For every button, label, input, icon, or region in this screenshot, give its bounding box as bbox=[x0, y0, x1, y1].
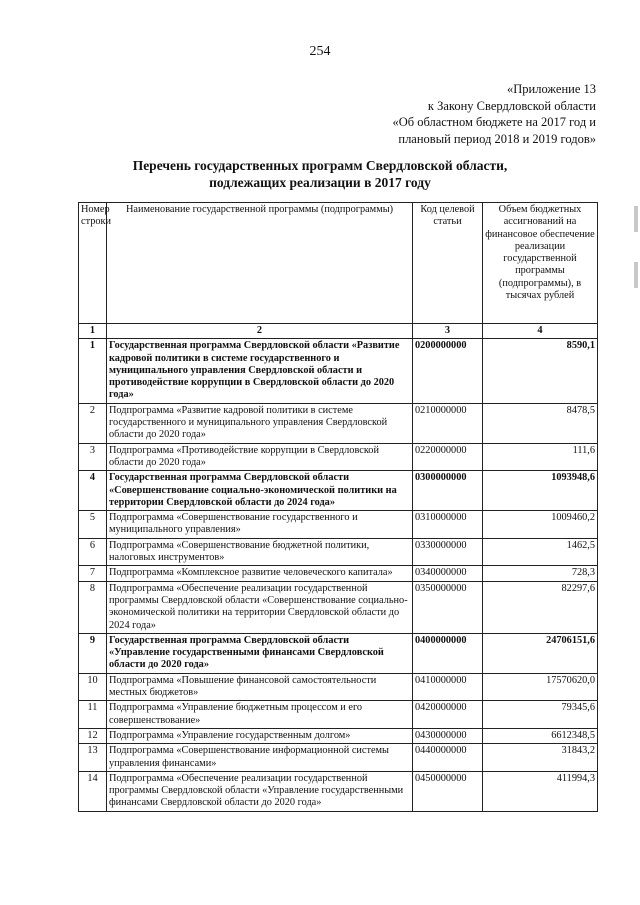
program-name: Подпрограмма «Развитие кадровой политики в системе государственного и муниципального управления Свердловской области до 2020 года» bbox=[107, 403, 413, 443]
document-title bbox=[0, 157, 640, 191]
row-number: 2 bbox=[79, 403, 107, 443]
program-name: Подпрограмма «Повышение финансовой самостоятельности местных бюджетов» bbox=[107, 673, 413, 701]
row-number: 10 bbox=[79, 673, 107, 701]
target-code: 0430000000 bbox=[413, 728, 483, 743]
header-code: Код целевой статьи bbox=[413, 203, 483, 324]
target-code: 0200000000 bbox=[413, 339, 483, 403]
program-name: Подпрограмма «Обеспечение реализации государственной программы Свердловской области «Управление государственными финансами Свердловской области до 2020 года» bbox=[107, 771, 413, 811]
program-name: Государственная программа Свердловской области «Совершенствование социально-экономической политики на территории Свердловской области до 2024 года» bbox=[107, 471, 413, 511]
target-code: 0310000000 bbox=[413, 511, 483, 539]
target-code: 0440000000 bbox=[413, 744, 483, 772]
column-index-row bbox=[79, 324, 598, 339]
budget-amount: 411994,3 bbox=[483, 771, 598, 811]
program-name: Подпрограмма «Совершенствование информационной системы управления финансами» bbox=[107, 744, 413, 772]
table-row bbox=[79, 566, 598, 581]
row-number: 12 bbox=[79, 728, 107, 743]
row-number: 9 bbox=[79, 633, 107, 673]
row-number: 7 bbox=[79, 566, 107, 581]
appendix-reference bbox=[392, 81, 596, 147]
row-number: 14 bbox=[79, 771, 107, 811]
scan-artifact bbox=[634, 262, 638, 288]
scan-artifact bbox=[634, 206, 638, 232]
table-row bbox=[79, 581, 598, 633]
target-code: 0220000000 bbox=[413, 443, 483, 471]
target-code: 0330000000 bbox=[413, 538, 483, 566]
column-index: 3 bbox=[413, 324, 483, 339]
table-row bbox=[79, 744, 598, 772]
appendix-line: «Об областном бюджете на 2017 год и bbox=[392, 115, 596, 129]
table-row bbox=[79, 771, 598, 811]
program-name: Государственная программа Свердловской области «Управление государственными финансами Свердловской области до 2020 года» bbox=[107, 633, 413, 673]
budget-amount: 1009460,2 bbox=[483, 511, 598, 539]
row-number: 6 bbox=[79, 538, 107, 566]
title-line: Перечень государственных программ Свердловской области, bbox=[132, 158, 508, 173]
budget-amount: 8478,5 bbox=[483, 403, 598, 443]
page-number: 254 bbox=[309, 44, 331, 59]
target-code: 0450000000 bbox=[413, 771, 483, 811]
budget-amount: 1093948,6 bbox=[483, 471, 598, 511]
target-code: 0300000000 bbox=[413, 471, 483, 511]
program-name: Подпрограмма «Управление государственным долгом» bbox=[107, 728, 413, 743]
target-code: 0410000000 bbox=[413, 673, 483, 701]
row-number: 1 bbox=[79, 339, 107, 403]
budget-amount: 1462,5 bbox=[483, 538, 598, 566]
budget-amount: 111,6 bbox=[483, 443, 598, 471]
table-row bbox=[79, 701, 598, 729]
target-code: 0340000000 bbox=[413, 566, 483, 581]
budget-amount: 6612348,5 bbox=[483, 728, 598, 743]
target-code: 0210000000 bbox=[413, 403, 483, 443]
title-line: подлежащих реализации в 2017 году bbox=[209, 175, 431, 190]
budget-amount: 8590,1 bbox=[483, 339, 598, 403]
table-row bbox=[79, 471, 598, 511]
budget-amount: 31843,2 bbox=[483, 744, 598, 772]
table-row bbox=[79, 728, 598, 743]
table-body bbox=[79, 203, 598, 812]
column-index: 2 bbox=[107, 324, 413, 339]
appendix-line: плановый период 2018 и 2019 годов» bbox=[398, 131, 596, 146]
target-code: 0400000000 bbox=[413, 633, 483, 673]
program-name: Государственная программа Свердловской области «Развитие кадровой политики в системе государственного и муниципального управления Свердловской области и противодействие коррупции в Свердловской области до 2020 года» bbox=[107, 339, 413, 403]
program-name: Подпрограмма «Управление бюджетным процессом и его совершенствование» bbox=[107, 701, 413, 729]
programs-table bbox=[78, 202, 598, 812]
budget-amount: 82297,6 bbox=[483, 581, 598, 633]
row-number: 11 bbox=[79, 701, 107, 729]
table-row bbox=[79, 673, 598, 701]
row-number: 4 bbox=[79, 471, 107, 511]
program-name: Подпрограмма «Обеспечение реализации государственной программы Свердловской области «Совершенствование социально-экономической политики на территории Свердловской области до 2024 года» bbox=[107, 581, 413, 633]
table-row bbox=[79, 538, 598, 566]
table-header-row bbox=[79, 203, 598, 324]
program-name: Подпрограмма «Совершенствование государственного и муниципального управления» bbox=[107, 511, 413, 539]
column-index: 1 bbox=[79, 324, 107, 339]
program-name: Подпрограмма «Комплексное развитие человеческого капитала» bbox=[107, 566, 413, 581]
budget-amount: 24706151,6 bbox=[483, 633, 598, 673]
row-number: 5 bbox=[79, 511, 107, 539]
table-row bbox=[79, 443, 598, 471]
row-number: 8 bbox=[79, 581, 107, 633]
table-row bbox=[79, 633, 598, 673]
header-num: Номер строки bbox=[79, 203, 107, 324]
budget-amount: 17570620,0 bbox=[483, 673, 598, 701]
column-index: 4 bbox=[483, 324, 598, 339]
table-row bbox=[79, 403, 598, 443]
appendix-line: «Приложение 13 bbox=[507, 82, 596, 96]
header-name: Наименование государственной программы (подпрограммы) bbox=[107, 203, 413, 324]
appendix-line: к Закону Свердловской области bbox=[427, 98, 596, 113]
budget-amount: 79345,6 bbox=[483, 701, 598, 729]
row-number: 3 bbox=[79, 443, 107, 471]
header-amount: Объем бюджетных ассигнований на финансовое обеспечение реализации государственной программы (подпрограммы), в тысячах рублей bbox=[483, 203, 598, 324]
program-name: Подпрограмма «Совершенствование бюджетной политики, налоговых инструментов» bbox=[107, 538, 413, 566]
budget-amount: 728,3 bbox=[483, 566, 598, 581]
table-row bbox=[79, 511, 598, 539]
target-code: 0420000000 bbox=[413, 701, 483, 729]
table-row bbox=[79, 339, 598, 403]
target-code: 0350000000 bbox=[413, 581, 483, 633]
row-number: 13 bbox=[79, 744, 107, 772]
program-name: Подпрограмма «Противодействие коррупции в Свердловской области до 2020 года» bbox=[107, 443, 413, 471]
